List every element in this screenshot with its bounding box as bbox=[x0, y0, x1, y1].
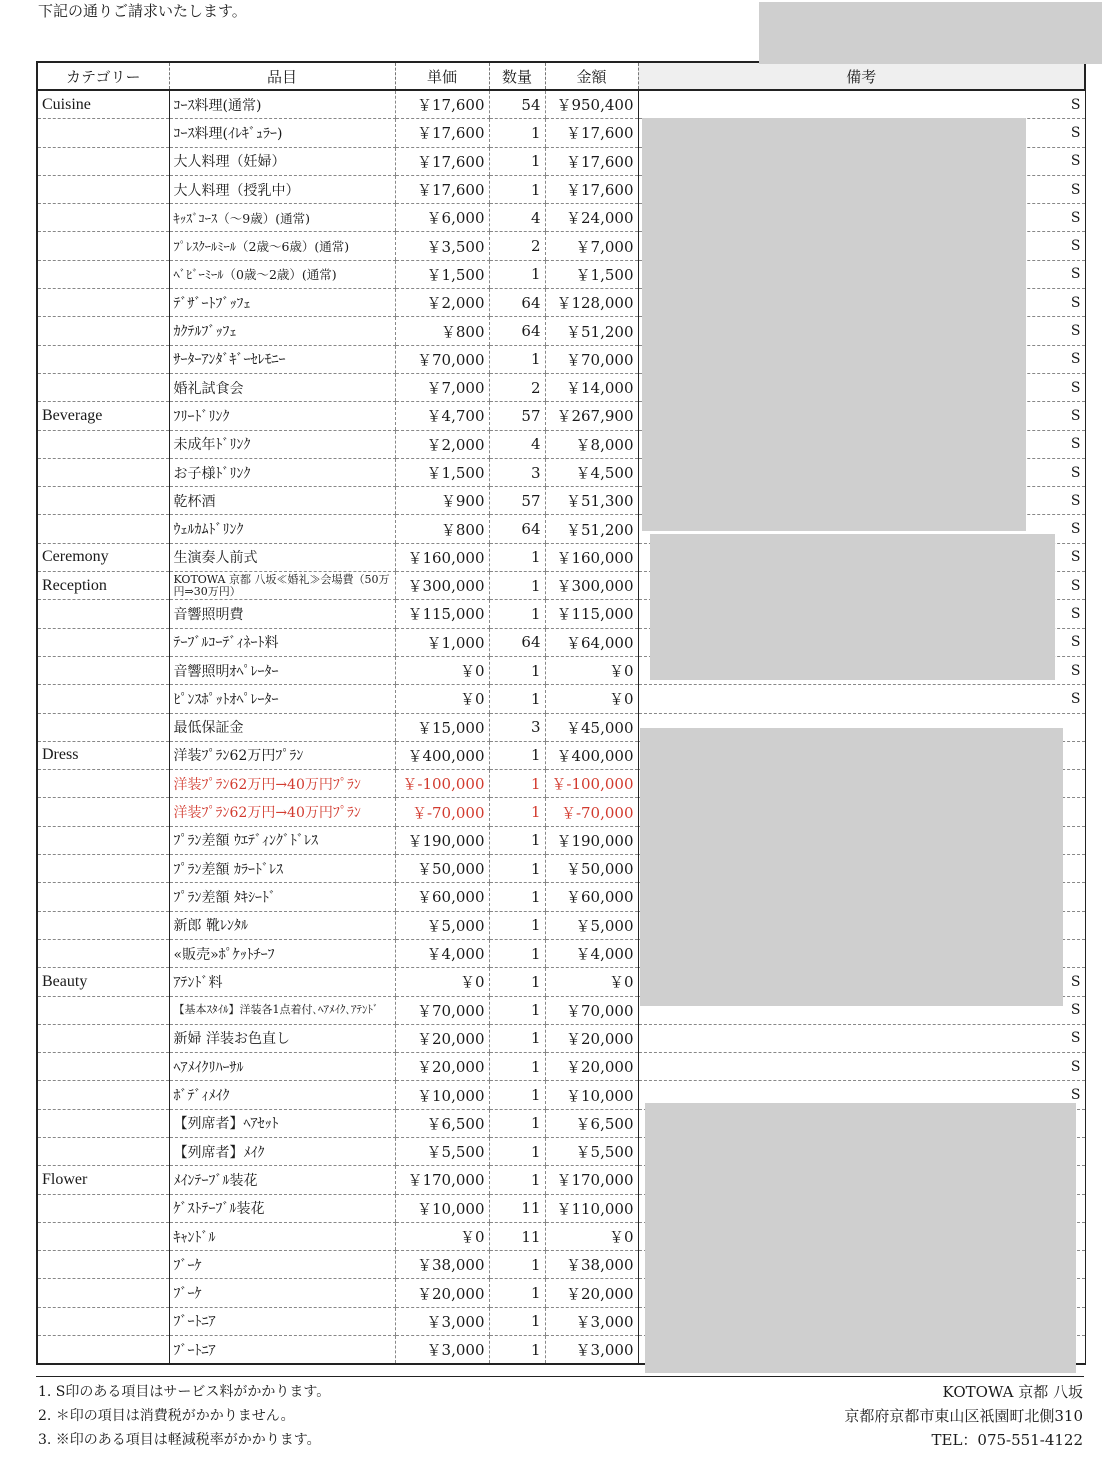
category-cell bbox=[37, 685, 169, 713]
amount-cell: ￥38,000 bbox=[545, 1251, 638, 1279]
item-cell: 婚礼試食会 bbox=[169, 373, 395, 401]
category-cell bbox=[37, 1251, 169, 1279]
qty-cell: 1 bbox=[489, 1053, 545, 1081]
category-cell: Ceremony bbox=[37, 543, 169, 571]
qty-cell: 1 bbox=[489, 345, 545, 373]
col-header-unit-price: 単価 bbox=[395, 62, 489, 90]
qty-cell: 57 bbox=[489, 487, 545, 515]
qty-cell: 2 bbox=[489, 373, 545, 401]
category-cell bbox=[37, 855, 169, 883]
item-cell: 乾杯酒 bbox=[169, 487, 395, 515]
amount-cell: ￥17,600 bbox=[545, 175, 638, 203]
category-cell: Reception bbox=[37, 572, 169, 600]
qty-cell: 1 bbox=[489, 911, 545, 939]
venue-tel: TEL：075-551-4122 bbox=[931, 1431, 1083, 1449]
col-header-qty: 数量 bbox=[489, 62, 545, 90]
item-cell: ｺｰｽ料理(ｲﾚｷﾞｭﾗｰ) bbox=[169, 119, 395, 147]
amount-cell: ￥5,000 bbox=[545, 911, 638, 939]
amount-cell: ￥400,000 bbox=[545, 741, 638, 769]
qty-cell: 1 bbox=[489, 119, 545, 147]
unit-price-cell: ￥5,000 bbox=[395, 911, 489, 939]
category-cell bbox=[37, 911, 169, 939]
qty-cell: 1 bbox=[489, 883, 545, 911]
qty-cell: 1 bbox=[489, 1109, 545, 1137]
venue-info bbox=[844, 1380, 1083, 1452]
amount-cell: ￥190,000 bbox=[545, 826, 638, 854]
amount-cell: ￥60,000 bbox=[545, 883, 638, 911]
item-cell: 新婦 洋装お色直し bbox=[169, 1024, 395, 1052]
category-cell bbox=[37, 1307, 169, 1335]
amount-cell: ￥170,000 bbox=[545, 1166, 638, 1194]
footnotes bbox=[38, 1380, 330, 1452]
table-row bbox=[37, 1053, 1085, 1081]
qty-cell: 3 bbox=[489, 458, 545, 486]
qty-cell: 4 bbox=[489, 204, 545, 232]
qty-cell: 1 bbox=[489, 1279, 545, 1307]
item-cell: ﾌﾞｰﾄﾆｱ bbox=[169, 1336, 395, 1365]
qty-cell: 1 bbox=[489, 543, 545, 571]
category-cell bbox=[37, 317, 169, 345]
item-cell: ﾌﾟﾗﾝ差額 ｶﾗｰﾄﾞﾚｽ bbox=[169, 855, 395, 883]
qty-cell: 1 bbox=[489, 1336, 545, 1365]
amount-cell: ￥267,900 bbox=[545, 402, 638, 430]
qty-cell: 1 bbox=[489, 175, 545, 203]
unit-price-cell: ￥170,000 bbox=[395, 1166, 489, 1194]
category-cell bbox=[37, 147, 169, 175]
unit-price-cell: ￥20,000 bbox=[395, 1053, 489, 1081]
item-cell: ﾃｰﾌﾞﾙｺｰﾃﾞｨﾈｰﾄ料 bbox=[169, 628, 395, 656]
qty-cell: 1 bbox=[489, 798, 545, 826]
unit-price-cell: ￥50,000 bbox=[395, 855, 489, 883]
category-cell bbox=[37, 826, 169, 854]
qty-cell: 1 bbox=[489, 1137, 545, 1165]
note-cell: S bbox=[638, 1081, 1085, 1109]
category-cell bbox=[37, 628, 169, 656]
item-cell: ｳｪﾙｶﾑﾄﾞﾘﾝｸ bbox=[169, 515, 395, 543]
amount-cell: ￥4,500 bbox=[545, 458, 638, 486]
unit-price-cell: ￥1,500 bbox=[395, 260, 489, 288]
unit-price-cell: ￥38,000 bbox=[395, 1251, 489, 1279]
category-cell bbox=[37, 487, 169, 515]
category-cell bbox=[37, 430, 169, 458]
note-cell: S bbox=[638, 656, 1085, 684]
qty-cell: 1 bbox=[489, 826, 545, 854]
item-cell: ﾎﾞﾃﾞｨﾒｲｸ bbox=[169, 1081, 395, 1109]
amount-cell: ￥5,500 bbox=[545, 1137, 638, 1165]
amount-cell: ￥70,000 bbox=[545, 345, 638, 373]
unit-price-cell: ￥6,000 bbox=[395, 204, 489, 232]
item-cell: 音響照明ｵﾍﾟﾚｰﾀｰ bbox=[169, 656, 395, 684]
amount-cell: ￥51,200 bbox=[545, 515, 638, 543]
category-cell bbox=[37, 1081, 169, 1109]
redaction-block bbox=[640, 728, 1063, 1006]
unit-price-cell: ￥160,000 bbox=[395, 543, 489, 571]
unit-price-cell: ￥2,000 bbox=[395, 430, 489, 458]
item-cell: 大人料理（妊婦） bbox=[169, 147, 395, 175]
amount-cell: ￥45,000 bbox=[545, 713, 638, 741]
qty-cell: 1 bbox=[489, 1166, 545, 1194]
category-cell bbox=[37, 996, 169, 1024]
qty-cell: 3 bbox=[489, 713, 545, 741]
unit-price-cell: ￥15,000 bbox=[395, 713, 489, 741]
item-cell: ｶｸﾃﾙﾌﾞｯﾌｪ bbox=[169, 317, 395, 345]
item-cell: ﾌﾞｰﾄﾆｱ bbox=[169, 1307, 395, 1335]
qty-cell: 4 bbox=[489, 430, 545, 458]
item-cell: 【列席者】ﾒｲｸ bbox=[169, 1137, 395, 1165]
note-cell: S bbox=[638, 147, 1085, 175]
qty-cell: 1 bbox=[489, 770, 545, 798]
category-cell bbox=[37, 1024, 169, 1052]
note-cell: S bbox=[638, 345, 1085, 373]
qty-cell: 57 bbox=[489, 402, 545, 430]
qty-cell: 1 bbox=[489, 1081, 545, 1109]
category-cell bbox=[37, 1053, 169, 1081]
amount-cell: ￥64,000 bbox=[545, 628, 638, 656]
note-cell: S bbox=[638, 402, 1085, 430]
amount-cell: ￥0 bbox=[545, 968, 638, 996]
unit-price-cell: ￥190,000 bbox=[395, 826, 489, 854]
note-cell: S bbox=[638, 204, 1085, 232]
note-cell: S bbox=[638, 600, 1085, 628]
item-cell: ｱﾃﾝﾄﾞ料 bbox=[169, 968, 395, 996]
item-cell: ﾍｱﾒｲｸﾘﾊｰｻﾙ bbox=[169, 1053, 395, 1081]
unit-price-cell: ￥5,500 bbox=[395, 1137, 489, 1165]
unit-price-cell: ￥1,000 bbox=[395, 628, 489, 656]
amount-cell: ￥17,600 bbox=[545, 147, 638, 175]
intro-text: 下記の通りご請求いたします。 bbox=[38, 2, 247, 20]
unit-price-cell: ￥-70,000 bbox=[395, 798, 489, 826]
amount-cell: ￥3,000 bbox=[545, 1336, 638, 1365]
unit-price-cell: ￥0 bbox=[395, 656, 489, 684]
qty-cell: 11 bbox=[489, 1194, 545, 1222]
item-cell: 音響照明費 bbox=[169, 600, 395, 628]
unit-price-cell: ￥0 bbox=[395, 685, 489, 713]
amount-cell: ￥-100,000 bbox=[545, 770, 638, 798]
unit-price-cell: ￥-100,000 bbox=[395, 770, 489, 798]
qty-cell: 2 bbox=[489, 232, 545, 260]
col-header-item: 品目 bbox=[169, 62, 395, 90]
amount-cell: ￥17,600 bbox=[545, 119, 638, 147]
unit-price-cell: ￥20,000 bbox=[395, 1024, 489, 1052]
qty-cell: 1 bbox=[489, 1307, 545, 1335]
qty-cell: 64 bbox=[489, 628, 545, 656]
unit-price-cell: ￥4,000 bbox=[395, 939, 489, 967]
category-cell bbox=[37, 373, 169, 401]
category-cell bbox=[37, 1279, 169, 1307]
col-header-category: カテゴリー bbox=[37, 62, 169, 90]
category-cell bbox=[37, 939, 169, 967]
footnote: 1. S印のある項目はサービス料がかかります。 bbox=[38, 1384, 331, 1400]
qty-cell: 1 bbox=[489, 939, 545, 967]
qty-cell: 1 bbox=[489, 656, 545, 684]
item-cell: ｷｬﾝﾄﾞﾙ bbox=[169, 1222, 395, 1250]
amount-cell: ￥8,000 bbox=[545, 430, 638, 458]
category-cell: Beauty bbox=[37, 968, 169, 996]
redaction-block bbox=[650, 534, 1055, 680]
unit-price-cell: ￥17,600 bbox=[395, 147, 489, 175]
item-cell: 【列席者】ﾍｱｾｯﾄ bbox=[169, 1109, 395, 1137]
amount-cell: ￥20,000 bbox=[545, 1279, 638, 1307]
footnote: 2. ＊印の項目は消費税がかかりません。 bbox=[38, 1408, 295, 1424]
item-cell: 洋装ﾌﾟﾗﾝ62万円ﾌﾟﾗﾝ bbox=[169, 741, 395, 769]
venue-address: 京都府京都市東山区祇園町北側310 bbox=[844, 1407, 1083, 1425]
item-cell: ﾒｲﾝﾃｰﾌﾞﾙ装花 bbox=[169, 1166, 395, 1194]
category-cell bbox=[37, 289, 169, 317]
qty-cell: 64 bbox=[489, 317, 545, 345]
amount-cell: ￥3,000 bbox=[545, 1307, 638, 1335]
item-cell: 洋装ﾌﾟﾗﾝ62万円→40万円ﾌﾟﾗﾝ bbox=[169, 770, 395, 798]
qty-cell: 11 bbox=[489, 1222, 545, 1250]
unit-price-cell: ￥0 bbox=[395, 1222, 489, 1250]
item-cell: ﾌﾞｰｹ bbox=[169, 1279, 395, 1307]
item-cell: ﾌﾘｰﾄﾞﾘﾝｸ bbox=[169, 402, 395, 430]
category-cell: Beverage bbox=[37, 402, 169, 430]
category-cell bbox=[37, 883, 169, 911]
item-cell: ﾌﾟﾗﾝ差額 ﾀｷｼｰﾄﾞ bbox=[169, 883, 395, 911]
category-cell bbox=[37, 770, 169, 798]
category-cell bbox=[37, 345, 169, 373]
item-cell: 未成年ﾄﾞﾘﾝｸ bbox=[169, 430, 395, 458]
item-cell: ﾍﾞﾋﾞｰﾐｰﾙ（0歳～2歳）(通常) bbox=[169, 260, 395, 288]
category-cell bbox=[37, 458, 169, 486]
amount-cell: ￥20,000 bbox=[545, 1053, 638, 1081]
unit-price-cell: ￥70,000 bbox=[395, 996, 489, 1024]
qty-cell: 1 bbox=[489, 260, 545, 288]
category-cell: Dress bbox=[37, 741, 169, 769]
table-row bbox=[37, 685, 1085, 713]
unit-price-cell: ￥20,000 bbox=[395, 1279, 489, 1307]
amount-cell: ￥20,000 bbox=[545, 1024, 638, 1052]
note-cell: S bbox=[638, 572, 1085, 600]
amount-cell: ￥0 bbox=[545, 1222, 638, 1250]
qty-cell: 1 bbox=[489, 685, 545, 713]
redaction-block bbox=[759, 2, 1102, 64]
note-cell: S bbox=[638, 458, 1085, 486]
category-cell bbox=[37, 204, 169, 232]
unit-price-cell: ￥70,000 bbox=[395, 345, 489, 373]
note-cell: S bbox=[638, 119, 1085, 147]
item-cell: 大人料理（授乳中） bbox=[169, 175, 395, 203]
unit-price-cell: ￥3,000 bbox=[395, 1336, 489, 1365]
unit-price-cell: ￥3,000 bbox=[395, 1307, 489, 1335]
qty-cell: 64 bbox=[489, 289, 545, 317]
qty-cell: 1 bbox=[489, 1024, 545, 1052]
item-cell: 生演奏人前式 bbox=[169, 543, 395, 571]
item-cell: ｷｯｽﾞｺｰｽ（～9歳）(通常) bbox=[169, 204, 395, 232]
unit-price-cell: ￥17,600 bbox=[395, 175, 489, 203]
amount-cell: ￥24,000 bbox=[545, 204, 638, 232]
item-cell: ﾌﾟﾗﾝ差額 ｳｴﾃﾞｨﾝｸﾞﾄﾞﾚｽ bbox=[169, 826, 395, 854]
note-cell: S bbox=[638, 289, 1085, 317]
qty-cell: 1 bbox=[489, 1251, 545, 1279]
unit-price-cell: ￥800 bbox=[395, 515, 489, 543]
amount-cell: ￥51,200 bbox=[545, 317, 638, 345]
amount-cell: ￥160,000 bbox=[545, 543, 638, 571]
note-cell: S bbox=[638, 232, 1085, 260]
unit-price-cell: ￥3,500 bbox=[395, 232, 489, 260]
note-cell: S bbox=[638, 373, 1085, 401]
note-cell: S bbox=[638, 996, 1085, 1024]
amount-cell: ￥10,000 bbox=[545, 1081, 638, 1109]
amount-cell: ￥950,400 bbox=[545, 90, 638, 119]
footer-divider bbox=[36, 1376, 1084, 1377]
item-cell: ﾋﾟﾝｽﾎﾟｯﾄｵﾍﾟﾚｰﾀｰ bbox=[169, 685, 395, 713]
amount-cell: ￥128,000 bbox=[545, 289, 638, 317]
category-cell bbox=[37, 232, 169, 260]
table-row bbox=[37, 90, 1085, 119]
item-cell: ｺｰｽ料理(通常) bbox=[169, 90, 395, 119]
note-cell: S bbox=[638, 260, 1085, 288]
amount-cell: ￥0 bbox=[545, 656, 638, 684]
amount-cell: ￥7,000 bbox=[545, 232, 638, 260]
category-cell bbox=[37, 515, 169, 543]
col-header-note: 備考 bbox=[638, 62, 1085, 90]
note-cell: S bbox=[638, 317, 1085, 345]
venue-name: KOTOWA 京都 八坂 bbox=[942, 1383, 1083, 1401]
table-header-row bbox=[37, 62, 1085, 90]
amount-cell: ￥-70,000 bbox=[545, 798, 638, 826]
amount-cell: ￥50,000 bbox=[545, 855, 638, 883]
category-cell bbox=[37, 656, 169, 684]
amount-cell: ￥51,300 bbox=[545, 487, 638, 515]
amount-cell: ￥115,000 bbox=[545, 600, 638, 628]
category-cell bbox=[37, 1137, 169, 1165]
category-cell bbox=[37, 713, 169, 741]
category-cell bbox=[37, 1222, 169, 1250]
qty-cell: 1 bbox=[489, 147, 545, 175]
category-cell bbox=[37, 260, 169, 288]
unit-price-cell: ￥10,000 bbox=[395, 1194, 489, 1222]
item-cell: KOTOWA 京都 八坂≪婚礼≫会場費（50万円⇒30万円） bbox=[169, 572, 395, 600]
item-cell: 最低保証金 bbox=[169, 713, 395, 741]
table-row bbox=[37, 1024, 1085, 1052]
amount-cell: ￥14,000 bbox=[545, 373, 638, 401]
note-cell: S bbox=[638, 968, 1085, 996]
redaction-block bbox=[642, 118, 1026, 531]
note-cell: S bbox=[638, 430, 1085, 458]
note-cell: S bbox=[638, 685, 1085, 713]
qty-cell: 1 bbox=[489, 741, 545, 769]
note-cell: S bbox=[638, 515, 1085, 543]
unit-price-cell: ￥0 bbox=[395, 968, 489, 996]
unit-price-cell: ￥6,500 bbox=[395, 1109, 489, 1137]
category-cell bbox=[37, 1336, 169, 1365]
note-cell: S bbox=[638, 175, 1085, 203]
amount-cell: ￥70,000 bbox=[545, 996, 638, 1024]
category-cell: Flower bbox=[37, 1166, 169, 1194]
unit-price-cell: ￥17,600 bbox=[395, 119, 489, 147]
qty-cell: 1 bbox=[489, 996, 545, 1024]
amount-cell: ￥6,500 bbox=[545, 1109, 638, 1137]
unit-price-cell: ￥300,000 bbox=[395, 572, 489, 600]
amount-cell: ￥1,500 bbox=[545, 260, 638, 288]
qty-cell: 64 bbox=[489, 515, 545, 543]
item-cell: ﾌﾞｰｹ bbox=[169, 1251, 395, 1279]
item-cell: «販売»ﾎﾟｹｯﾄﾁｰﾌ bbox=[169, 939, 395, 967]
qty-cell: 1 bbox=[489, 572, 545, 600]
item-cell: お子様ﾄﾞﾘﾝｸ bbox=[169, 458, 395, 486]
unit-price-cell: ￥800 bbox=[395, 317, 489, 345]
unit-price-cell: ￥17,600 bbox=[395, 90, 489, 119]
item-cell: 洋装ﾌﾟﾗﾝ62万円→40万円ﾌﾟﾗﾝ bbox=[169, 798, 395, 826]
unit-price-cell: ￥2,000 bbox=[395, 289, 489, 317]
item-cell: ﾌﾟﾚｽｸｰﾙﾐｰﾙ（2歳～6歳）(通常) bbox=[169, 232, 395, 260]
amount-cell: ￥4,000 bbox=[545, 939, 638, 967]
item-cell: 【基本ｽﾀｲﾙ】洋装各1点着付､ﾍｱﾒｲｸ､ｱﾃﾝﾄﾞ bbox=[169, 996, 395, 1024]
category-cell bbox=[37, 798, 169, 826]
category-cell bbox=[37, 1194, 169, 1222]
footnote: 3. ※印のある項目は軽減税率がかかります。 bbox=[38, 1432, 321, 1448]
item-cell: ｹﾞｽﾄﾃｰﾌﾞﾙ装花 bbox=[169, 1194, 395, 1222]
qty-cell: 1 bbox=[489, 855, 545, 883]
unit-price-cell: ￥1,500 bbox=[395, 458, 489, 486]
note-cell: S bbox=[638, 543, 1085, 571]
amount-cell: ￥110,000 bbox=[545, 1194, 638, 1222]
category-cell bbox=[37, 600, 169, 628]
note-cell: S bbox=[638, 1024, 1085, 1052]
category-cell: Cuisine bbox=[37, 90, 169, 119]
note-cell: S bbox=[638, 90, 1085, 119]
item-cell: ﾃﾞｻﾞｰﾄﾌﾞｯﾌｪ bbox=[169, 289, 395, 317]
category-cell bbox=[37, 175, 169, 203]
unit-price-cell: ￥4,700 bbox=[395, 402, 489, 430]
col-header-amount: 金額 bbox=[545, 62, 638, 90]
qty-cell: 1 bbox=[489, 968, 545, 996]
unit-price-cell: ￥7,000 bbox=[395, 373, 489, 401]
note-cell: S bbox=[638, 487, 1085, 515]
category-cell bbox=[37, 119, 169, 147]
unit-price-cell: ￥10,000 bbox=[395, 1081, 489, 1109]
unit-price-cell: ￥400,000 bbox=[395, 741, 489, 769]
item-cell: 新郎 靴ﾚﾝﾀﾙ bbox=[169, 911, 395, 939]
category-cell bbox=[37, 1109, 169, 1137]
note-cell: S bbox=[638, 1053, 1085, 1081]
unit-price-cell: ￥900 bbox=[395, 487, 489, 515]
redaction-block bbox=[645, 1103, 1076, 1373]
unit-price-cell: ￥115,000 bbox=[395, 600, 489, 628]
unit-price-cell: ￥60,000 bbox=[395, 883, 489, 911]
amount-cell: ￥0 bbox=[545, 685, 638, 713]
qty-cell: 1 bbox=[489, 600, 545, 628]
item-cell: ｻｰﾀｰｱﾝﾀﾞｷﾞｰｾﾚﾓﾆｰ bbox=[169, 345, 395, 373]
qty-cell: 54 bbox=[489, 90, 545, 119]
amount-cell: ￥300,000 bbox=[545, 572, 638, 600]
note-cell: S bbox=[638, 628, 1085, 656]
